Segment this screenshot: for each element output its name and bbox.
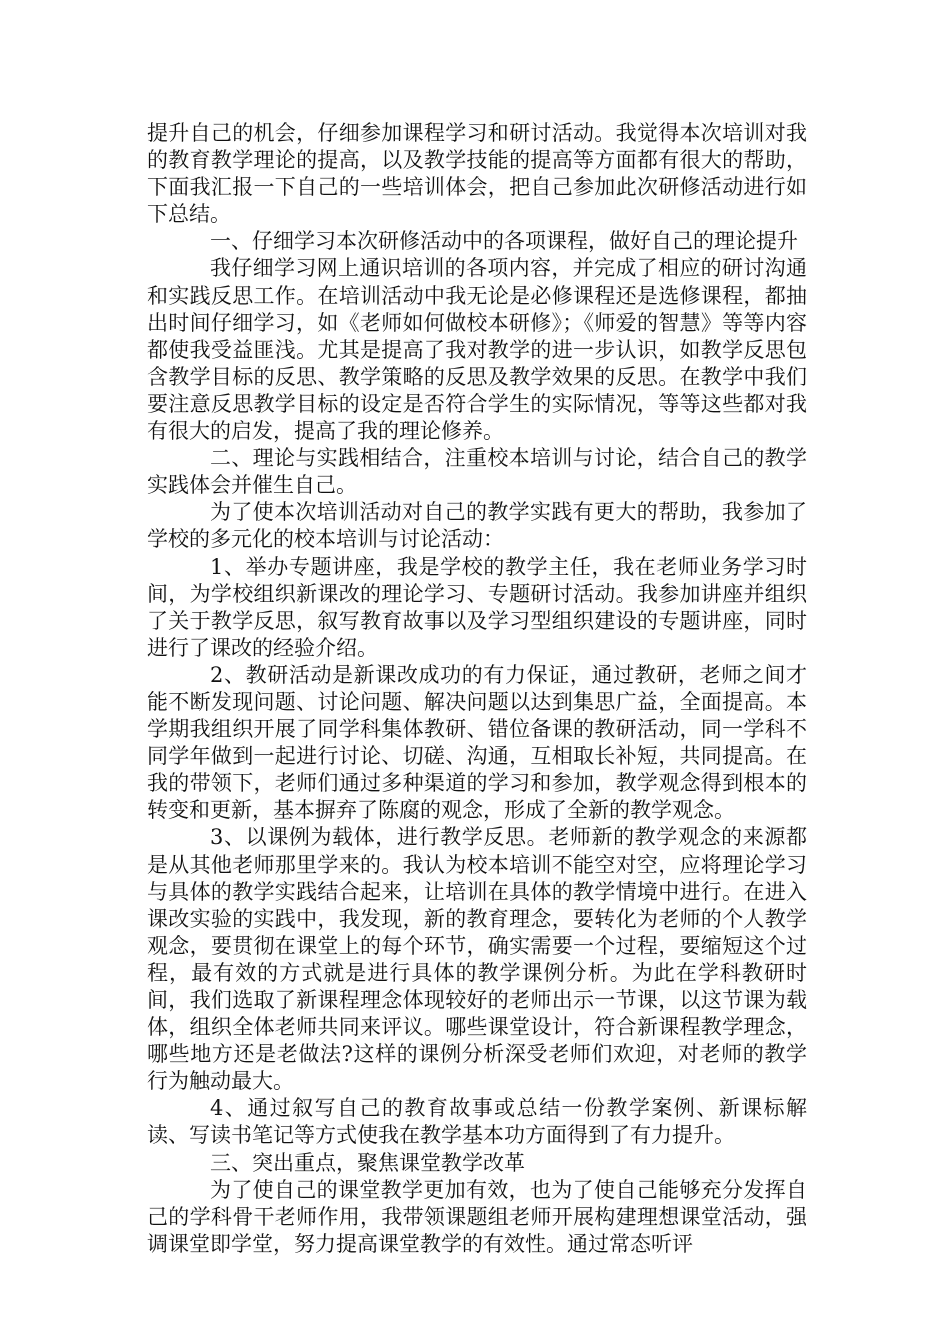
section-heading-2: 二、理论与实践相结合，注重校本培训与讨论，结合自己的教学实践体会并催生自己。 — [147, 446, 807, 498]
paragraph-section-1: 我仔细学习网上通识培训的各项内容，并完成了相应的研讨沟通和实践反思工作。在培训活动中我无论是必修课程还是选修课程，都抽出时间仔细学习，如《老师如何做校本研修》；《师爱的智慧》等等内容都使我受益匪浅。尤其是提高了我对教学的进一步认识，如教学反思包含教学目标的反思、教学策略的反思及教学效果的反思。在教学中我们要注意反思教学目标的设定是否符合学生的实际情况，等等这些都对我有很大的启发，提高了我的理论修养。 — [147, 256, 807, 444]
paragraph-section-3: 为了使自己的课堂教学更加有效，也为了使自己能够充分发挥自己的学科骨干老师作用，我带领课题组老师开展构建理想课堂活动，强调课堂即学堂，努力提高课堂教学的有效性。通过常态听评 — [147, 1177, 807, 1256]
document-page — [147, 120, 807, 1258]
paragraph-intro-continued: 提升自己的机会，仔细参加课程学习和研讨活动。我觉得本次培训对我的教育教学理论的提高，以及教学技能的提高等方面都有很大的帮助，下面我汇报一下自己的一些培训体会，把自己参加此次研修活动进行如下总结。 — [147, 121, 807, 227]
paragraph-section-2-intro: 为了使本次培训活动对自己的教学实践有更大的帮助，我参加了学校的多元化的校本培训与讨论活动： — [147, 500, 807, 552]
section-heading-3: 三、突出重点，聚焦课堂教学改革 — [210, 1150, 525, 1175]
section-heading-1: 一、仔细学习本次研修活动中的各项课程，做好自己的理论提升 — [210, 229, 798, 254]
list-item-4: 4、通过叙写自己的教育故事或总结一份教学案例、新课标解读、写读书笔记等方式使我在教学基本功方面得到了有力提升。 — [147, 1096, 807, 1148]
list-item-2: 2、教研活动是新课改成功的有力保证，通过教研，老师之间才能不断发现问题、讨论问题、解决问题以达到集思广益，全面提高。本学期我组织开展了同学科集体教研、错位备课的教研活动，同一学科不同学年做到一起进行讨论、切磋、沟通，互相取长补短，共同提高。在我的带领下，老师们通过多种渠道的学习和参加，教学观念得到根本的转变和更新，基本摒弃了陈腐的观念，形成了全新的教学观念。 — [147, 662, 807, 823]
list-item-3: 3、以课例为载体，进行教学反思。老师新的教学观念的来源都是从其他老师那里学来的。我认为校本培训不能空对空，应将理论学习与具体的教学实践结合起来，让培训在具体的教学情境中进行。在进入课改实验的实践中，我发现，新的教育理念，要转化为老师的个人教学观念，要贯彻在课堂上的每个环节，确实需要一个过程，要缩短这个过程，最有效的方式就是进行具体的教学课例分析。为此在学科教研时间，我们选取了新课程理念体现较好的老师出示一节课，以这节课为载体，组织全体老师共同来评议。哪些课堂设计，符合新课程教学理念，哪些地方还是老做法?这样的课例分析深受老师们欢迎，对老师的教学行为触动最大。 — [147, 825, 807, 1094]
list-item-1: 1、举办专题讲座，我是学校的教学主任，我在老师业务学习时间，为学校组织新课改的理论学习、专题研讨活动。我参加讲座并组织了关于教学反思，叙写教育故事以及学习型组织建设的专题讲座，同时进行了课改的经验介绍。 — [147, 554, 807, 660]
